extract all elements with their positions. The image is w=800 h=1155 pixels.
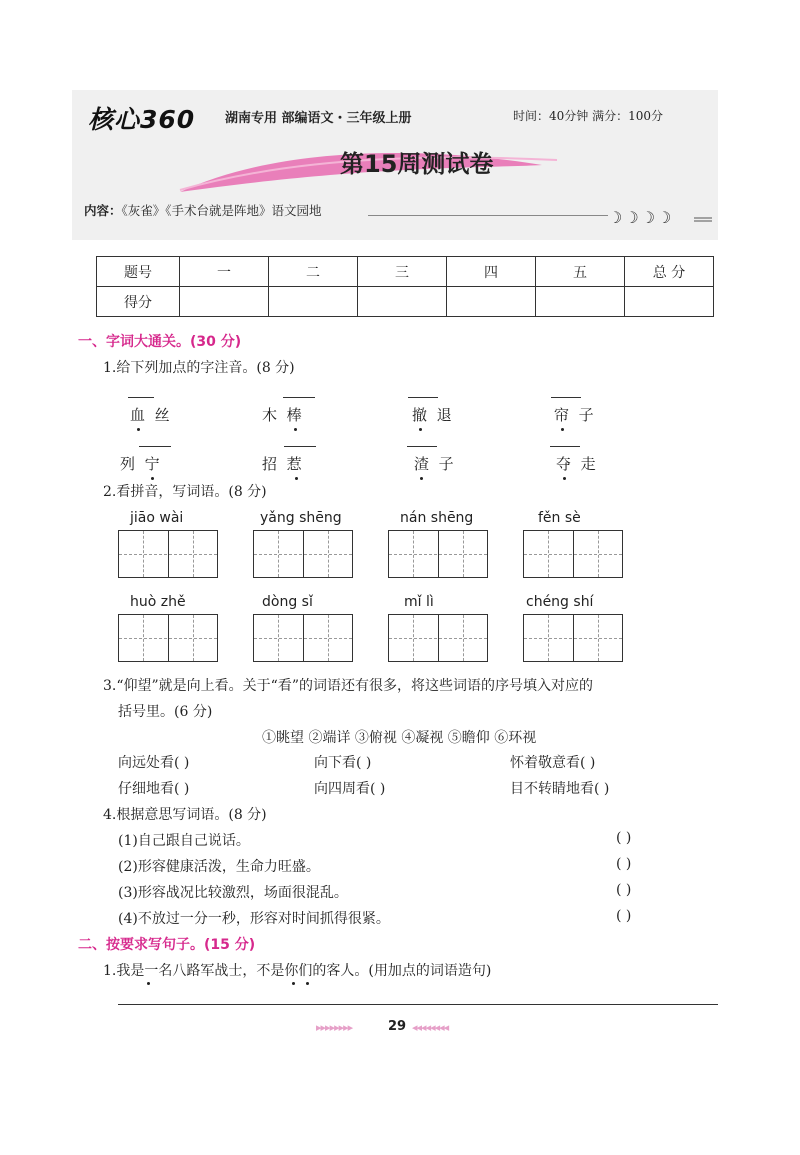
page-number: 29 xyxy=(388,1019,407,1034)
pinyin-label: jiāo wài xyxy=(130,510,184,526)
emphasis-dot xyxy=(563,477,566,480)
writing-grid[interactable] xyxy=(118,614,218,662)
writing-grid[interactable] xyxy=(523,530,623,578)
question-label: 2.看拼音，写词语。(8 分) xyxy=(103,484,267,500)
emphasis-dot xyxy=(306,982,309,985)
series-label: 湖南专用 部编语文・三年级上册 xyxy=(225,111,412,126)
content-underline xyxy=(368,215,608,216)
content-text: 《灰雀》《手术台就是阵地》语文园地 xyxy=(121,203,322,218)
definition-item: (2)形容健康活泼，生命力旺盛。 xyxy=(118,859,320,875)
fill-blank[interactable]: 目不转睛地看( ) xyxy=(510,781,610,797)
moon-decoration-icon: ☽☽☽☽ xyxy=(608,208,674,227)
writing-grid[interactable] xyxy=(523,614,623,662)
question-label: 1.我是一名八路军战士，不是你们的客人。(用加点的词语造句) xyxy=(103,963,492,979)
word-options: ①眺望 ②端详 ③俯视 ④凝视 ⑤瞻仰 ⑥环视 xyxy=(262,730,537,746)
score-input-cell[interactable] xyxy=(269,287,358,317)
emphasis-dot xyxy=(419,428,422,431)
table-cell: 四 xyxy=(447,257,536,287)
answer-bracket[interactable]: ( ) xyxy=(616,830,632,846)
pinyin-blank[interactable] xyxy=(128,397,154,398)
word-item: 夺 走 xyxy=(556,455,596,473)
score-table xyxy=(96,256,714,317)
table-cell: 总 分 xyxy=(625,257,714,287)
content-line xyxy=(84,201,322,219)
definition-item: (4)不放过一分一秒，形容对时间抓得很紧。 xyxy=(118,911,390,927)
emphasis-dot xyxy=(561,428,564,431)
table-cell: 得分 xyxy=(97,287,180,317)
emphasis-dot xyxy=(137,428,140,431)
emphasis-dot xyxy=(420,477,423,480)
fill-blank[interactable]: 向四周看( ) xyxy=(314,781,386,797)
content-label: 内容： xyxy=(84,203,122,218)
pinyin-blank[interactable] xyxy=(550,446,580,447)
page-title: 第15周测试卷 xyxy=(340,150,494,178)
pinyin-label: yǎng shēng xyxy=(260,510,342,526)
score-input-cell[interactable] xyxy=(447,287,536,317)
table-cell: 一 xyxy=(180,257,269,287)
question-label: 3.“仰望”就是向上看。关于“看”的词语还有很多，将这些词语的序号填入对应的 xyxy=(103,678,593,694)
writing-grid[interactable] xyxy=(118,530,218,578)
emphasis-dot xyxy=(151,477,154,480)
word-item: 渣 子 xyxy=(414,455,454,473)
pinyin-blank[interactable] xyxy=(139,446,171,447)
pinyin-blank[interactable] xyxy=(408,397,438,398)
score-input-cell[interactable] xyxy=(358,287,447,317)
word-item: 撤 退 xyxy=(412,406,452,424)
fill-blank[interactable]: 向下看( ) xyxy=(314,755,372,771)
answer-bracket[interactable]: ( ) xyxy=(616,882,632,898)
writing-grid[interactable] xyxy=(253,530,353,578)
table-row xyxy=(97,287,714,317)
answer-bracket[interactable]: ( ) xyxy=(616,856,632,872)
section-heading: 二、按要求写句子。(15 分) xyxy=(78,937,256,953)
writing-grid[interactable] xyxy=(388,530,488,578)
pinyin-label: chéng shí xyxy=(526,594,594,610)
arrow-left-icon: ◂◂◂◂◂◂◂◂ xyxy=(412,1021,449,1034)
emphasis-dot xyxy=(294,428,297,431)
word-item: 列 宁 xyxy=(120,455,160,473)
question-label: 1.给下列加点的字注音。(8 分) xyxy=(103,360,295,376)
pinyin-label: mǐ lì xyxy=(404,594,434,610)
score-input-cell[interactable] xyxy=(180,287,269,317)
pinyin-blank[interactable] xyxy=(284,446,316,447)
arrow-right-icon: ▸▸▸▸▸▸▸▸ xyxy=(316,1021,353,1034)
pinyin-blank[interactable] xyxy=(407,446,437,447)
emphasis-dot xyxy=(295,477,298,480)
table-cell: 五 xyxy=(536,257,625,287)
table-cell: 题号 xyxy=(97,257,180,287)
table-row xyxy=(97,257,714,287)
exam-meta: 时间：40分钟 满分：100分 xyxy=(513,109,663,123)
emphasis-dot xyxy=(147,982,150,985)
word-item: 木 棒 xyxy=(262,406,302,424)
score-input-cell[interactable] xyxy=(625,287,714,317)
question-label: 4.根据意思写词语。(8 分) xyxy=(103,807,267,823)
writing-grid[interactable] xyxy=(388,614,488,662)
fill-blank[interactable]: 仔细地看( ) xyxy=(118,781,190,797)
writing-grid[interactable] xyxy=(253,614,353,662)
brand-logo: 核心360 xyxy=(88,105,196,134)
pinyin-label: nán shēng xyxy=(400,510,474,526)
pinyin-label: huò zhě xyxy=(130,594,186,610)
pinyin-blank[interactable] xyxy=(283,397,315,398)
pinyin-label: dòng sǐ xyxy=(262,594,313,610)
fill-blank[interactable]: 向远处看( ) xyxy=(118,755,190,771)
score-input-cell[interactable] xyxy=(536,287,625,317)
definition-item: (1)自己跟自己说话。 xyxy=(118,833,250,849)
pinyin-label: fěn sè xyxy=(538,510,581,526)
definition-item: (3)形容战况比较激烈，场面很混乱。 xyxy=(118,885,348,901)
word-item: 血 丝 xyxy=(130,406,170,424)
table-cell: 三 xyxy=(358,257,447,287)
section-heading: 一、字词大通关。(30 分) xyxy=(78,334,242,350)
footer-rule xyxy=(118,1004,718,1005)
pinyin-blank[interactable] xyxy=(551,397,581,398)
question-label-cont: 括号里。(6 分) xyxy=(118,704,213,720)
table-cell: 二 xyxy=(269,257,358,287)
word-item: 招 惹 xyxy=(262,455,302,473)
emphasis-dot xyxy=(292,982,295,985)
fill-blank[interactable]: 怀着敬意看( ) xyxy=(510,755,596,771)
answer-bracket[interactable]: ( ) xyxy=(616,908,632,924)
word-item: 帘 子 xyxy=(554,406,594,424)
